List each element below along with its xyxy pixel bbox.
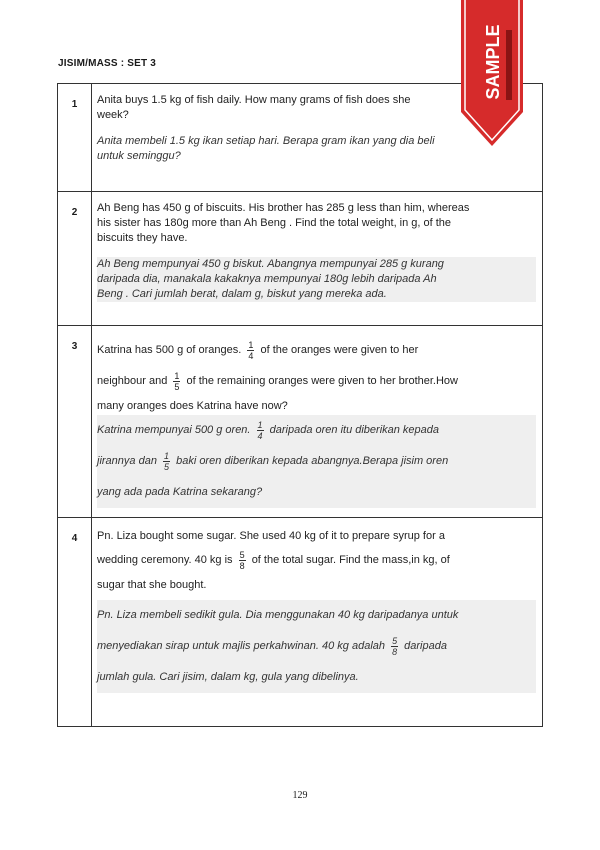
text-segment: daripada: [404, 640, 447, 652]
text-line: many oranges does Katrina have now?: [97, 400, 288, 412]
numerator: 1: [248, 339, 254, 350]
denominator: 4: [257, 430, 263, 441]
text-line: Ah Beng mempunyai 450 g biskut. Abangnya mempunyai 285 g kurang: [97, 258, 444, 270]
fraction: [173, 371, 180, 392]
text-segment: jirannya dan: [97, 455, 157, 467]
text-line: jumlah gula. Cari jisim, dalam kg, gula yang dibelinya.: [97, 671, 359, 683]
text-line: Pn. Liza membeli sedikit gula. Dia menggunakan 40 kg daripadanya untuk: [97, 609, 459, 621]
question-number: 1: [58, 84, 92, 192]
sample-ribbon: [461, 0, 523, 146]
numerator: 1: [257, 419, 263, 430]
page-title: JISIM/MASS : SET 3: [58, 58, 157, 69]
text-line: Beng . Cari jumlah berat, dalam g, biskut yang mereka ada.: [97, 288, 387, 300]
question-table: [57, 83, 543, 727]
text-segment: wedding ceremony. 40 kg is: [97, 554, 233, 566]
text-line: Pn. Liza bought some sugar. She used 40 kg of it to prepare syrup for a: [97, 530, 445, 542]
text-line: sugar that she bought.: [97, 579, 207, 591]
text-segment: Katrina mempunyai 500 g oren.: [97, 424, 251, 436]
text-line: [97, 366, 536, 397]
fraction: [257, 420, 264, 441]
page-number: 129: [292, 790, 308, 801]
denominator: 4: [248, 350, 254, 361]
text-line: his sister has 180g more than Ah Beng . Find the total weight, in g, of the: [97, 217, 452, 229]
question-body: [92, 518, 543, 727]
text-segment: of the oranges were given to her: [260, 344, 419, 356]
question-english: [97, 335, 536, 415]
text-line: untuk seminggu?: [97, 150, 181, 162]
fraction: [163, 451, 170, 472]
question-number: 4: [58, 518, 92, 727]
question-row: [58, 326, 543, 518]
text-line: [97, 631, 536, 662]
question-malay: [97, 600, 536, 693]
question-number: 3: [58, 326, 92, 518]
fraction: [391, 636, 398, 657]
denominator: 8: [392, 646, 398, 657]
numerator: 5: [239, 549, 245, 560]
fraction: [239, 550, 246, 571]
text-line: Anita membeli 1.5 kg ikan setiap hari. Berapa gram ikan yang dia beli: [97, 135, 435, 147]
denominator: 8: [239, 560, 245, 571]
ribbon-strip: [506, 30, 512, 100]
text-line: [97, 335, 536, 366]
question-english: [97, 201, 536, 246]
denominator: 5: [174, 381, 180, 392]
fraction: [247, 340, 254, 361]
text-line: Ah Beng has 450 g of biscuits. His brother has 285 g less than him, whereas: [97, 202, 470, 214]
text-segment: baki oren diberikan kepada abangnya.Berapa jisim oren: [176, 455, 449, 467]
question-malay: [97, 257, 536, 302]
numerator: 5: [392, 635, 398, 646]
text-line: week?: [97, 109, 129, 121]
text-line: daripada dia, manakala kakaknya mempunyai 180g lebih daripada Ah: [97, 273, 437, 285]
question-body: [92, 326, 543, 518]
question-malay: [97, 415, 536, 508]
question-row: [58, 192, 543, 326]
question-body: [92, 192, 543, 326]
text-line: [97, 415, 536, 446]
text-segment: Katrina has 500 g of oranges.: [97, 344, 242, 356]
numerator: 1: [164, 450, 170, 461]
text-line: yang ada pada Katrina sekarang?: [97, 486, 263, 498]
text-line: Anita buys 1.5 kg of fish daily. How many grams of fish does she: [97, 94, 411, 106]
text-segment: of the remaining oranges were given to her brother.How: [186, 375, 458, 387]
text-line: biscuits they have.: [97, 232, 188, 244]
text-segment: daripada oren itu diberikan kepada: [269, 424, 440, 436]
text-line: [97, 446, 536, 477]
question-number: 2: [58, 192, 92, 326]
question-row: [58, 518, 543, 727]
denominator: 5: [164, 461, 170, 472]
text-line: [97, 545, 536, 576]
numerator: 1: [174, 370, 180, 381]
text-segment: menyediakan sirap untuk majlis perkahwinan. 40 kg adalah: [97, 640, 386, 652]
question-english: [97, 527, 536, 594]
text-segment: of the total sugar. Find the mass,in kg, of: [251, 554, 450, 566]
text-segment: neighbour and: [97, 375, 168, 387]
ribbon-text: SAMPLE: [483, 24, 503, 100]
